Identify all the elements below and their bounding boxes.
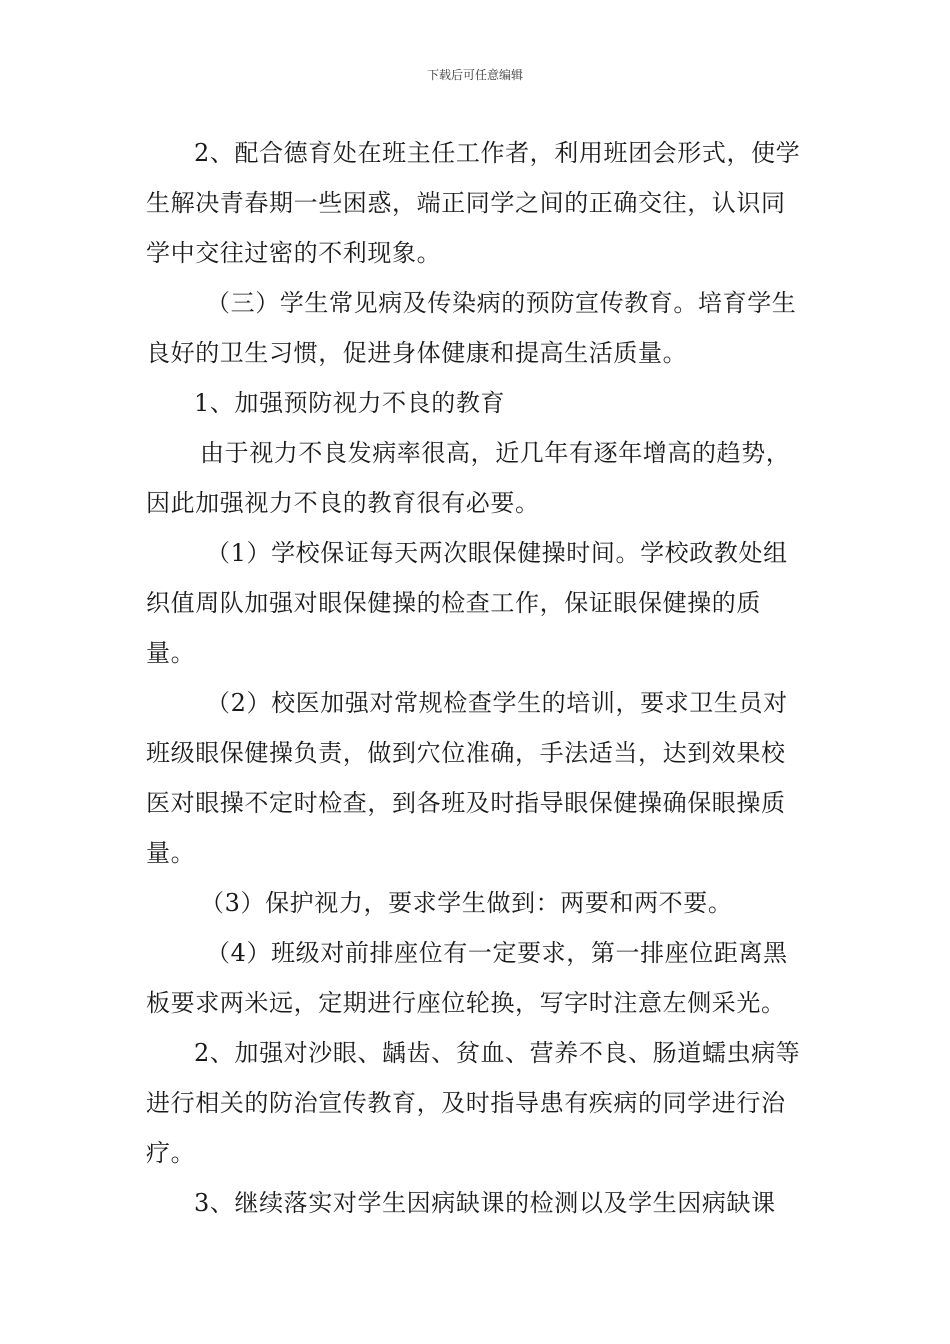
paragraph-absence-monitoring: 3、继续落实对学生因病缺课的检测以及学生因病缺课 [194, 1189, 776, 1217]
paragraph-item-3: （3）保护视力，要求学生做到：两要和两不要。 [200, 889, 733, 917]
paragraph-item-2: （2）校医加强对常规检查学生的培训，要求卫生员对班级眼保健操负责，做到穴位准确，手法适当，达到效果校医对眼操不定时检查，到各班及时指导眼保健操确保眼操质量。 [146, 689, 788, 867]
paragraph-vision-reason: 由于视力不良发病率很高，近几年有逐年增高的趋势，因此加强视力不良的教育很有必要。 [146, 439, 791, 517]
paragraph-class-meeting: 2、配合德育处在班主任工作者，利用班团会形式，使学生解决青春期一些困惑，端正同学之间的正确交往，认识同学中交往过密的不利现象。 [146, 139, 801, 267]
paragraph-vision-heading: 1、加强预防视力不良的教育 [194, 389, 506, 417]
page-header: 下载后可任意编辑 [426, 68, 523, 82]
paragraph-trachoma: 2、加强对沙眼、龋齿、贫血、营养不良、肠道蠕虫病等进行相关的防治宣传教育，及时指导患有疾病的同学进行治疗。 [146, 1039, 801, 1167]
paragraph-item-1: （1）学校保证每天两次眼保健操时间。学校政教处组织值周队加强对眼保健操的检查工作，保证眼保健操的质量。 [146, 539, 788, 667]
paragraph-item-4: （4）班级对前排座位有一定要求，第一排座位距离黑板要求两米远，定期进行座位轮换，写字时注意左侧采光。 [146, 939, 788, 1017]
document-body [146, 128, 808, 1228]
paragraph-disease-prevention-heading: （三）学生常见病及传染病的预防宣传教育。培育学生良好的卫生习惯，促进身体健康和提高生活质量。 [146, 289, 797, 367]
